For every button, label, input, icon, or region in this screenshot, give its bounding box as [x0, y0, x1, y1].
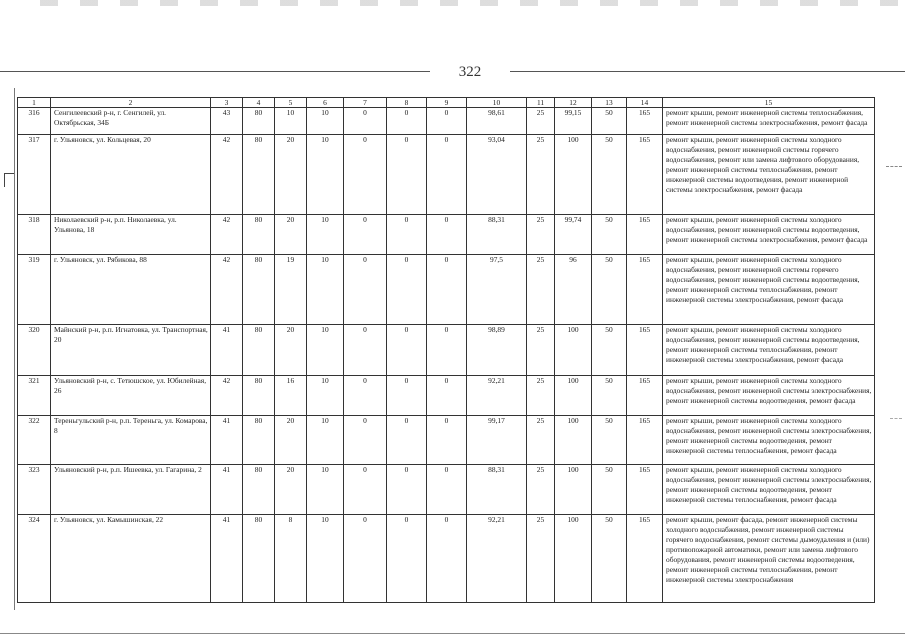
cell-col-4: 80 [243, 515, 275, 603]
cell-col-7: 0 [344, 215, 387, 255]
cell-col-12: 100 [555, 135, 592, 215]
column-number-5: 5 [275, 98, 307, 108]
cell-col-9: 0 [427, 215, 467, 255]
cell-row-number: 324 [18, 515, 51, 603]
cell-col-5: 19 [275, 255, 307, 325]
cell-col-3: 41 [211, 465, 243, 515]
cell-col-13: 50 [592, 376, 627, 416]
cell-col-9: 0 [427, 465, 467, 515]
cell-col-5: 8 [275, 515, 307, 603]
cell-row-number: 316 [18, 108, 51, 135]
cell-col-12: 100 [555, 325, 592, 376]
cell-col-10: 92,21 [467, 376, 527, 416]
cell-col-9: 0 [427, 416, 467, 465]
cell-col-12: 100 [555, 416, 592, 465]
cell-col-6: 10 [307, 465, 344, 515]
cell-col-9: 0 [427, 255, 467, 325]
cell-address: г. Ульяновск, ул. Камышинская, 22 [51, 515, 211, 603]
table-row [18, 376, 875, 416]
cell-col-8: 0 [387, 416, 427, 465]
cell-col-11: 25 [527, 255, 555, 325]
cell-col-5: 20 [275, 465, 307, 515]
cell-col-13: 50 [592, 416, 627, 465]
cell-col-5: 20 [275, 325, 307, 376]
cell-col-4: 80 [243, 108, 275, 135]
scan-mark [4, 173, 5, 187]
cell-col-7: 0 [344, 255, 387, 325]
cell-col-10: 98,89 [467, 325, 527, 376]
cell-col-7: 0 [344, 376, 387, 416]
page-left-edge [14, 88, 15, 610]
cell-col-3: 43 [211, 108, 243, 135]
cell-works-list: ремонт крыши, ремонт инженерной системы холодного водоснабжения, ремонт инженерной системы электроснабжения, ремонт инженерной системы водоотведения, ремонт фасада [663, 376, 875, 416]
table-row [18, 325, 875, 376]
cell-address: Николаевский р-н, р.п. Николаевка, ул. Ульянова, 18 [51, 215, 211, 255]
table-row [18, 515, 875, 603]
cell-col-7: 0 [344, 108, 387, 135]
cell-col-6: 10 [307, 325, 344, 376]
cell-row-number: 323 [18, 465, 51, 515]
cell-col-8: 0 [387, 515, 427, 603]
cell-col-9: 0 [427, 108, 467, 135]
cell-col-14: 165 [627, 376, 663, 416]
cell-col-4: 80 [243, 376, 275, 416]
cell-col-8: 0 [387, 135, 427, 215]
cell-col-8: 0 [387, 255, 427, 325]
column-number-10: 10 [467, 98, 527, 108]
column-number-2: 2 [51, 98, 211, 108]
cell-col-14: 165 [627, 416, 663, 465]
cell-col-5: 20 [275, 135, 307, 215]
cell-col-14: 165 [627, 215, 663, 255]
cell-works-list: ремонт крыши, ремонт инженерной системы холодного водоснабжения, ремонт инженерной системы электроснабжения, ремонт инженерной системы водоотведения, ремонт инженерной системы теплоснабжения, ремонт фасада [663, 416, 875, 465]
cell-col-4: 80 [243, 135, 275, 215]
cell-col-13: 50 [592, 135, 627, 215]
cell-col-11: 25 [527, 135, 555, 215]
cell-col-9: 0 [427, 135, 467, 215]
cell-col-3: 42 [211, 215, 243, 255]
cell-col-11: 25 [527, 465, 555, 515]
cell-col-13: 50 [592, 108, 627, 135]
column-number-7: 7 [344, 98, 387, 108]
table-row [18, 215, 875, 255]
scan-artifact-top [40, 0, 900, 6]
cell-col-7: 0 [344, 515, 387, 603]
cell-col-12: 100 [555, 376, 592, 416]
scan-mark [4, 173, 14, 174]
cell-col-10: 99,17 [467, 416, 527, 465]
cell-col-14: 165 [627, 135, 663, 215]
cell-col-9: 0 [427, 515, 467, 603]
cell-col-5: 10 [275, 108, 307, 135]
cell-col-9: 0 [427, 376, 467, 416]
cell-col-13: 50 [592, 255, 627, 325]
cell-col-7: 0 [344, 416, 387, 465]
cell-address: Тереньгульский р-н, р.п. Тереньга, ул. Комарова, 8 [51, 416, 211, 465]
cell-row-number: 320 [18, 325, 51, 376]
cell-col-4: 80 [243, 215, 275, 255]
cell-col-12: 99,15 [555, 108, 592, 135]
column-number-15: 15 [663, 98, 875, 108]
cell-row-number: 321 [18, 376, 51, 416]
cell-row-number: 319 [18, 255, 51, 325]
cell-col-11: 25 [527, 515, 555, 603]
column-number-3: 3 [211, 98, 243, 108]
cell-col-10: 88,31 [467, 465, 527, 515]
table-row [18, 416, 875, 465]
cell-col-3: 42 [211, 255, 243, 325]
cell-col-3: 42 [211, 376, 243, 416]
cell-col-14: 165 [627, 465, 663, 515]
cell-address: Сенгилеевский р-н, г. Сенгилей, ул. Октябрьская, 34Б [51, 108, 211, 135]
repair-program-table [17, 97, 875, 603]
scan-mark [886, 166, 902, 167]
table-row [18, 135, 875, 215]
column-number-9: 9 [427, 98, 467, 108]
cell-col-5: 20 [275, 215, 307, 255]
cell-col-3: 41 [211, 325, 243, 376]
cell-col-11: 25 [527, 215, 555, 255]
cell-col-13: 50 [592, 515, 627, 603]
cell-col-4: 80 [243, 325, 275, 376]
column-number-6: 6 [307, 98, 344, 108]
cell-col-3: 42 [211, 135, 243, 215]
cell-col-12: 96 [555, 255, 592, 325]
cell-col-13: 50 [592, 465, 627, 515]
cell-col-6: 10 [307, 135, 344, 215]
cell-col-14: 165 [627, 515, 663, 603]
cell-works-list: ремонт крыши, ремонт инженерной системы теплоснабжения, ремонт инженерной системы электроснабжения, ремонт фасада [663, 108, 875, 135]
cell-works-list: ремонт крыши, ремонт инженерной системы холодного водоснабжения, ремонт инженерной системы горячего водоснабжения, ремонт или замена лифтового оборудования, ремонт инженерной системы теплоснабжения, ремонт инженерной системы водоотведения, ремонт инженерной системы электроснабжения, ремонт фасада [663, 135, 875, 215]
cell-col-8: 0 [387, 108, 427, 135]
column-number-14: 14 [627, 98, 663, 108]
cell-col-11: 25 [527, 108, 555, 135]
cell-row-number: 318 [18, 215, 51, 255]
cell-col-11: 25 [527, 416, 555, 465]
page-number: 322 [430, 64, 510, 80]
cell-col-3: 41 [211, 515, 243, 603]
cell-col-13: 50 [592, 215, 627, 255]
cell-row-number: 317 [18, 135, 51, 215]
column-number-row [18, 98, 875, 108]
cell-col-4: 80 [243, 416, 275, 465]
cell-col-12: 100 [555, 515, 592, 603]
cell-col-8: 0 [387, 376, 427, 416]
cell-col-5: 16 [275, 376, 307, 416]
cell-col-12: 100 [555, 465, 592, 515]
cell-address: г. Ульяновск, ул. Рябикова, 88 [51, 255, 211, 325]
column-number-8: 8 [387, 98, 427, 108]
column-number-12: 12 [555, 98, 592, 108]
cell-works-list: ремонт крыши, ремонт инженерной системы холодного водоснабжения, ремонт инженерной системы горячего водоснабжения, ремонт инженерной системы водоотведения, ремонт инженерной системы теплоснабжения, ремонт инженерной системы электроснабжения, ремонт фасада [663, 255, 875, 325]
cell-col-8: 0 [387, 215, 427, 255]
cell-works-list: ремонт крыши, ремонт инженерной системы холодного водоснабжения, ремонт инженерной системы электроснабжения, ремонт инженерной системы водоотведения, ремонт инженерной системы теплоснабжения, ремонт фасада [663, 465, 875, 515]
cell-col-7: 0 [344, 325, 387, 376]
page-bottom-rule [0, 633, 905, 634]
cell-col-5: 20 [275, 416, 307, 465]
cell-col-14: 165 [627, 325, 663, 376]
column-number-4: 4 [243, 98, 275, 108]
cell-col-6: 10 [307, 416, 344, 465]
column-number-1: 1 [18, 98, 51, 108]
table-body [18, 108, 875, 603]
cell-col-10: 98,61 [467, 108, 527, 135]
column-number-11: 11 [527, 98, 555, 108]
column-number-13: 13 [592, 98, 627, 108]
cell-col-4: 80 [243, 465, 275, 515]
cell-address: Майнский р-н, р.п. Игнатовка, ул. Транспортная, 20 [51, 325, 211, 376]
cell-col-6: 10 [307, 108, 344, 135]
cell-col-10: 97,5 [467, 255, 527, 325]
cell-col-11: 25 [527, 325, 555, 376]
table-row [18, 108, 875, 135]
cell-works-list: ремонт крыши, ремонт фасада, ремонт инженерной системы холодного водоснабжения, ремонт инженерной системы горячего водоснабжения, ремонт системы дымоудаления и (или) противопожарной автоматики, ремонт или замена лифтового оборудования, ремонт инженерной системы водоотведения, ремонт инженерной системы теплоснабжения, ремонт инженерной системы электроснабжения [663, 515, 875, 603]
scan-mark [890, 418, 902, 419]
table-row [18, 255, 875, 325]
cell-col-9: 0 [427, 325, 467, 376]
cell-col-14: 165 [627, 255, 663, 325]
cell-col-8: 0 [387, 325, 427, 376]
cell-row-number: 322 [18, 416, 51, 465]
cell-address: г. Ульяновск, ул. Кольцевая, 20 [51, 135, 211, 215]
cell-address: Ульяновский р-н, р.п. Ишеевка, ул. Гагарина, 2 [51, 465, 211, 515]
cell-col-4: 80 [243, 255, 275, 325]
cell-works-list: ремонт крыши, ремонт инженерной системы холодного водоснабжения, ремонт инженерной системы водоотведения, ремонт инженерной системы электроснабжения, ремонт фасада [663, 215, 875, 255]
cell-col-7: 0 [344, 465, 387, 515]
cell-col-8: 0 [387, 465, 427, 515]
cell-col-14: 165 [627, 108, 663, 135]
cell-col-6: 10 [307, 255, 344, 325]
cell-col-6: 10 [307, 376, 344, 416]
cell-col-12: 99,74 [555, 215, 592, 255]
cell-col-10: 88,31 [467, 215, 527, 255]
cell-col-7: 0 [344, 135, 387, 215]
cell-col-6: 10 [307, 515, 344, 603]
cell-col-3: 41 [211, 416, 243, 465]
table-row [18, 465, 875, 515]
cell-col-10: 93,04 [467, 135, 527, 215]
cell-col-11: 25 [527, 376, 555, 416]
cell-works-list: ремонт крыши, ремонт инженерной системы холодного водоснабжения, ремонт инженерной системы водоотведения, ремонт инженерной системы теплоснабжения, ремонт инженерной системы электроснабжения, ремонт фасада [663, 325, 875, 376]
cell-col-10: 92,21 [467, 515, 527, 603]
cell-address: Ульяновский р-н, с. Тетюшское, ул. Юбилейная, 26 [51, 376, 211, 416]
cell-col-13: 50 [592, 325, 627, 376]
cell-col-6: 10 [307, 215, 344, 255]
